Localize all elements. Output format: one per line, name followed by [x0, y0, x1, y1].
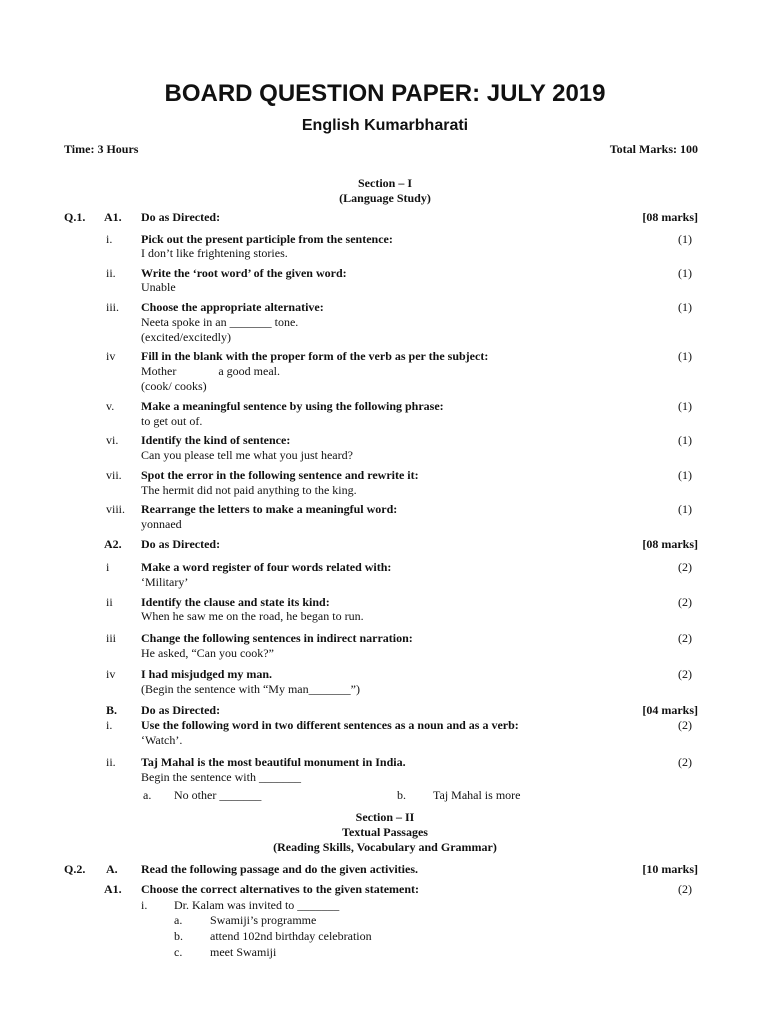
item-marks: (1)	[678, 468, 692, 482]
a1-label: A1.	[104, 210, 122, 224]
item-line: Can you please tell me what you just heard?	[141, 448, 353, 462]
b-title: Do as Directed:	[141, 703, 221, 717]
a1-marks: [08 marks]	[642, 210, 698, 224]
option-letter: c.	[174, 945, 183, 959]
item-marks: (2)	[678, 631, 692, 645]
item-number: iii	[106, 631, 117, 645]
item-marks: (1)	[678, 349, 692, 363]
item-prompt: I had misjudged my man.	[141, 667, 273, 681]
item-prompt: Write the ‘root word’ of the given word:	[141, 266, 347, 280]
item-line: When he saw me on the road, he began to run.	[141, 609, 364, 623]
item-prompt: Pick out the present participle from the sentence:	[141, 232, 393, 246]
section-2-subheading-2: (Reading Skills, Vocabulary and Grammar)	[273, 840, 497, 854]
section2-a1-marks: (2)	[678, 882, 692, 896]
option-letter: a.	[143, 788, 152, 802]
section-2-subheading: Textual Passages	[342, 825, 428, 839]
item-prompt: Identify the clause and state its kind:	[141, 595, 330, 609]
option-text: No other _______	[174, 788, 262, 802]
item-line: Unable	[141, 280, 176, 294]
item-marks: (1)	[678, 399, 692, 413]
item-line: I don’t like frightening stories.	[141, 246, 288, 260]
item-number: iii.	[106, 300, 120, 314]
item-number: iv	[106, 349, 116, 363]
a1-title: Do as Directed:	[141, 210, 221, 224]
item-marks: (1)	[678, 232, 692, 246]
item-text: Dr. Kalam was invited to _______	[174, 898, 340, 912]
item-prompt: Change the following sentences in indirect narration:	[141, 631, 413, 645]
a-instruction: Read the following passage and do the given activities.	[141, 862, 419, 876]
item-number: v.	[106, 399, 115, 413]
item-number: ii.	[106, 755, 116, 769]
section2-a1-label: A1.	[104, 882, 122, 896]
section-1-subheading: (Language Study)	[339, 191, 431, 205]
section-2-heading: Section – II	[355, 810, 415, 824]
a-marks: [10 marks]	[642, 862, 698, 876]
item-prompt: Identify the kind of sentence:	[141, 433, 291, 447]
item-line: Neeta spoke in an _______ tone.	[141, 315, 299, 329]
option-letter: a.	[174, 913, 183, 927]
page-title: BOARD QUESTION PAPER: JULY 2019	[164, 80, 606, 107]
a2-marks: [08 marks]	[642, 537, 698, 551]
a2-label: A2.	[104, 537, 122, 551]
time-label: Time: 3 Hours	[64, 142, 139, 156]
total-marks-label: Total Marks: 100	[609, 142, 698, 156]
a2-title: Do as Directed:	[141, 537, 221, 551]
item-prompt: Choose the appropriate alternative:	[141, 300, 324, 314]
item-marks: (1)	[678, 433, 692, 447]
item-number: i.	[106, 232, 113, 246]
section-1-heading: Section – I	[358, 176, 412, 190]
option-letter: b.	[397, 788, 406, 802]
question-2-label: Q.2.	[64, 862, 86, 876]
item-number: i.	[106, 718, 113, 732]
item-prompt: Taj Mahal is the most beautiful monument in India.	[141, 755, 406, 769]
item-marks: (1)	[678, 502, 692, 516]
item-prompt: Spot the error in the following sentence and rewrite it:	[141, 468, 419, 482]
item-marks: (2)	[678, 718, 692, 732]
item-number: iv	[106, 667, 116, 681]
item-marks: (1)	[678, 266, 692, 280]
item-number: i	[106, 560, 110, 574]
item-number: i.	[141, 898, 148, 912]
item-line: Mother a good meal.	[141, 364, 280, 378]
option-text: meet Swamiji	[210, 945, 277, 959]
page-subtitle: English Kumarbharati	[301, 117, 469, 134]
item-prompt: Fill in the blank with the proper form of the verb as per the subject:	[141, 349, 489, 363]
option-text: attend 102nd birthday celebration	[210, 929, 372, 943]
item-prompt: Make a word register of four words related with:	[141, 560, 392, 574]
option-text: Taj Mahal is more	[433, 788, 521, 802]
option-letter: b.	[174, 929, 183, 943]
item-number: ii.	[106, 266, 116, 280]
b-marks: [04 marks]	[642, 703, 698, 717]
item-prompt: Make a meaningful sentence by using the following phrase:	[141, 399, 444, 413]
item-line: Begin the sentence with _______	[141, 770, 301, 784]
b-label: B.	[106, 703, 118, 717]
item-marks: (2)	[678, 595, 692, 609]
item-number: vi.	[106, 433, 119, 447]
item-line: ‘Military’	[141, 575, 189, 589]
option-text: Swamiji’s programme	[210, 913, 317, 927]
item-line: He asked, “Can you cook?”	[141, 646, 274, 660]
question-1-label: Q.1.	[64, 210, 86, 224]
item-number: ii	[106, 595, 113, 609]
item-marks: (2)	[678, 755, 692, 769]
item-marks: (2)	[678, 667, 692, 681]
item-line: to get out of.	[141, 414, 203, 428]
a-label: A.	[106, 862, 118, 876]
item-line: ‘Watch’.	[141, 733, 183, 747]
item-line: (cook/ cooks)	[141, 379, 207, 393]
item-prompt: Rearrange the letters to make a meaningful word:	[141, 502, 398, 516]
item-marks: (1)	[678, 300, 692, 314]
item-number: vii.	[106, 468, 122, 482]
item-line: yonnaed	[141, 517, 182, 531]
item-prompt: Use the following word in two different sentences as a noun and as a verb:	[141, 718, 519, 732]
item-number: viii.	[106, 502, 126, 516]
section2-a1-instruction: Choose the correct alternatives to the given statement:	[141, 882, 420, 896]
item-marks: (2)	[678, 560, 692, 574]
item-line: (Begin the sentence with “My man_______”)	[141, 682, 360, 696]
item-line: The hermit did not paid anything to the king.	[141, 483, 357, 497]
item-line: (excited/excitedly)	[141, 330, 231, 344]
